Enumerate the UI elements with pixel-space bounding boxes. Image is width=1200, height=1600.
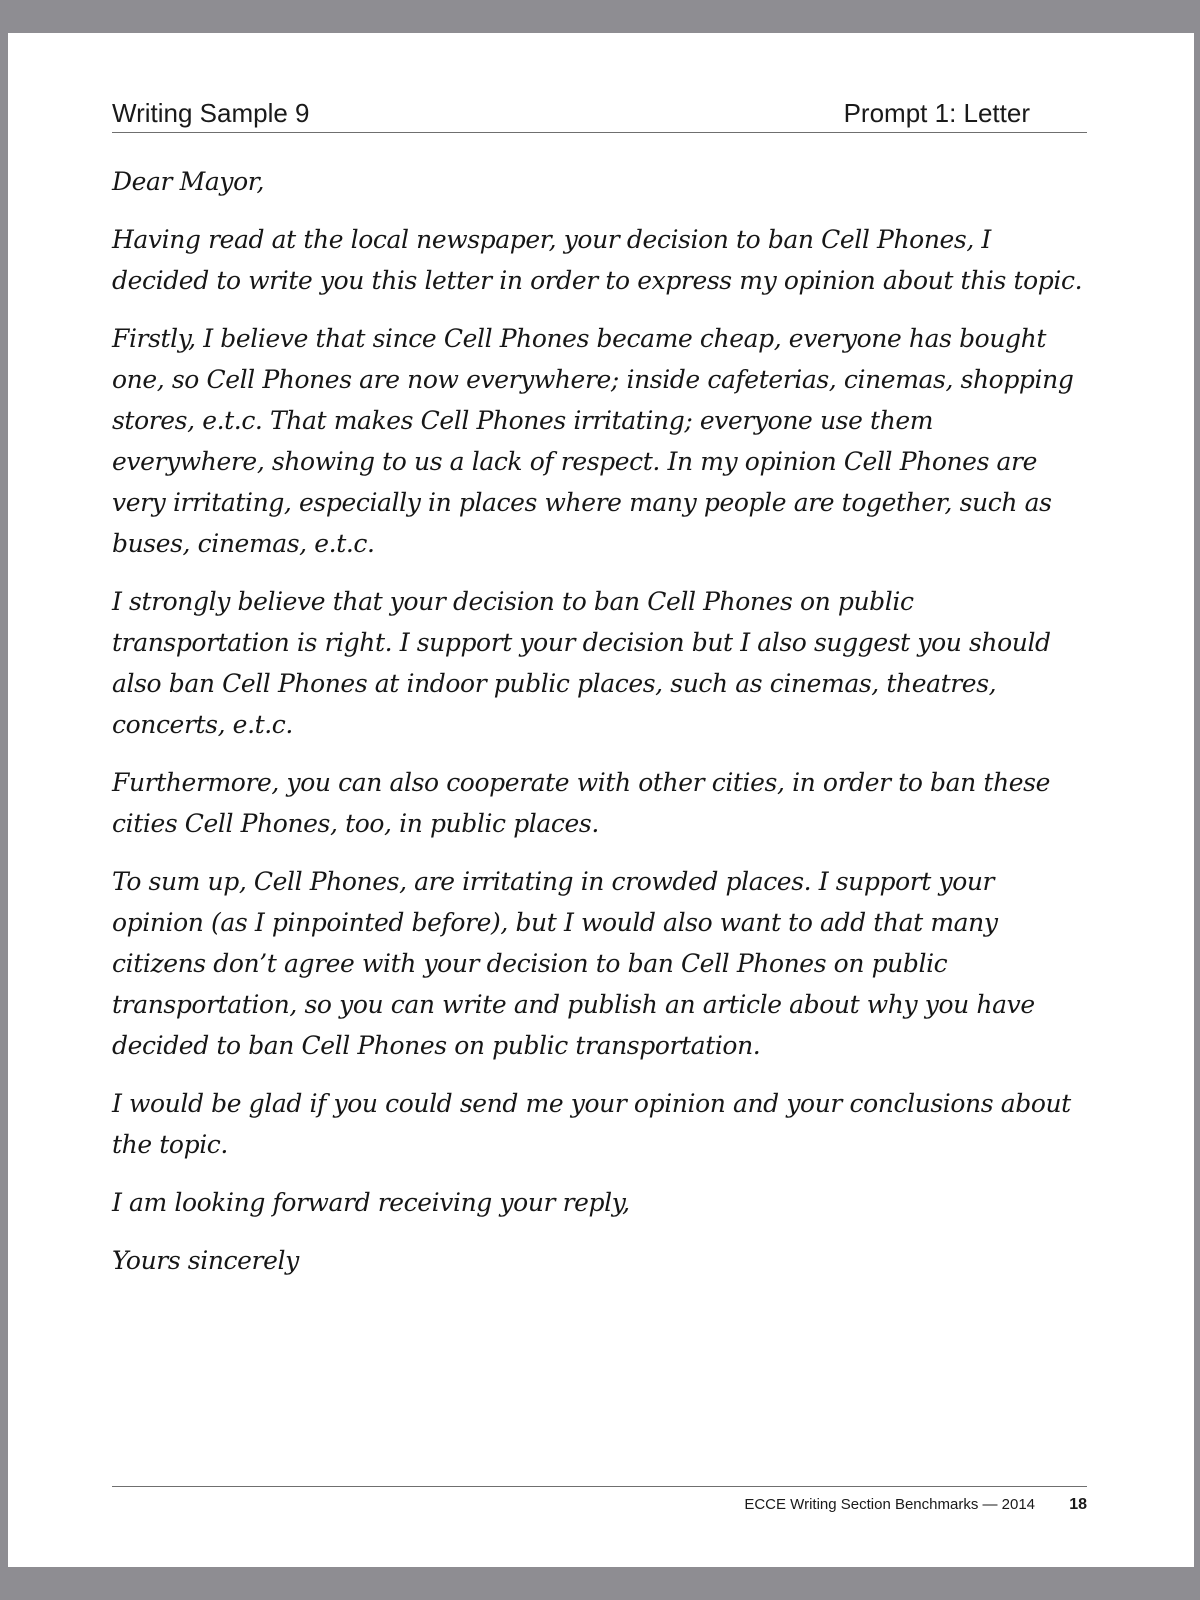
letter-body (112, 161, 1087, 1298)
page-header (112, 95, 1087, 133)
header-sample-title: Writing Sample 9 (112, 98, 310, 128)
letter-paragraph-4: Furthermore, you can also cooperate with other cities, in order to ban these cities Cell Phones, too, in public places. (112, 768, 1050, 838)
document-page (8, 33, 1194, 1567)
letter-paragraph-5: To sum up, Cell Phones, are irritating in crowded places. I support your opinion (as I pinpointed before), but I would also want to add that many citizens don’t agree with your decision to ban Cell Phones on public transportation, so you can write and publish an article about why you have decided to ban Cell Phones on public transportation. (112, 867, 1035, 1060)
letter-paragraph-6: I would be glad if you could send me your opinion and your conclusions about the topic. (112, 1089, 1071, 1159)
letter-paragraph-2: Firstly, I believe that since Cell Phones became cheap, everyone has bought one, so Cell Phones are now everywhere; inside cafeterias, cinemas, shopping stores, e.t.c. That makes Cell Phones irritating; everyone use them everywhere, showing to us a lack of respect. In my opinion Cell Phones are very irritating, especially in places where many people are together, such as buses, cinemas, e.t.c. (112, 324, 1074, 558)
letter-paragraph-3: I strongly believe that your decision to ban Cell Phones on public transportation is right. I support your decision but I also suggest you should also ban Cell Phones at indoor public places, such as cinemas, theatres, concerts, e.t.c. (112, 587, 1051, 739)
footer-source: ECCE Writing Section Benchmarks — 2014 (744, 1496, 1036, 1513)
letter-paragraph-7: I am looking forward receiving your reply, (112, 1188, 630, 1217)
letter-paragraph-1: Having read at the local newspaper, your decision to ban Cell Phones, I decided to write you this letter in order to express my opinion about this topic. (112, 225, 1083, 295)
page-number: 18 (1069, 1496, 1087, 1513)
page-footer (112, 1496, 1087, 1520)
footer-divider (112, 1486, 1087, 1487)
letter-salutation: Dear Mayor, (112, 167, 265, 196)
letter-closing: Yours sincerely (112, 1246, 299, 1275)
header-prompt-title: Prompt 1: Letter (843, 98, 1030, 128)
